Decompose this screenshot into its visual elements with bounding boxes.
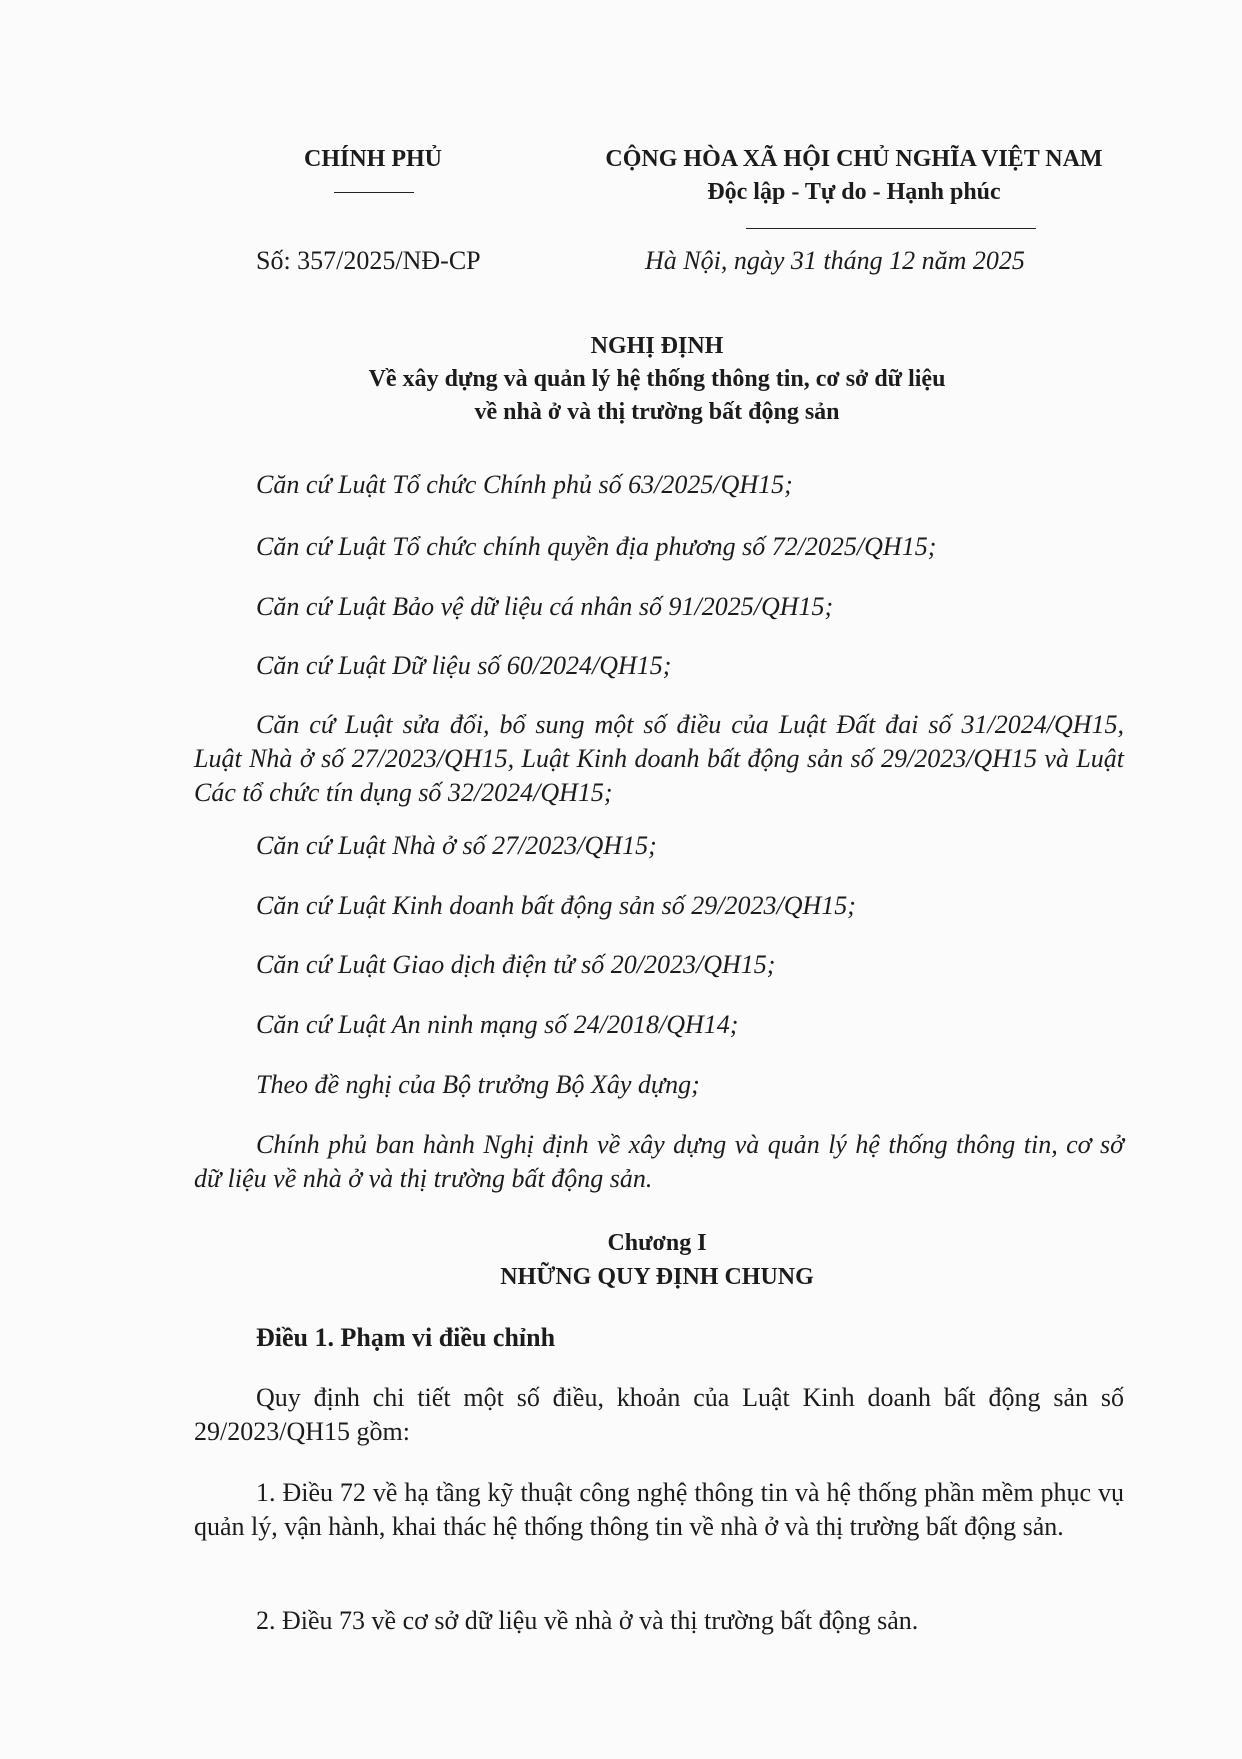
nation-name: CỘNG HÒA XÃ HỘI CHỦ NGHĨA VIỆT NAM [605,146,1103,172]
document-number: Số: 357/2025/NĐ-CP [256,246,481,275]
agency-underline [334,192,414,193]
promulgation-statement: Chính phủ ban hành Nghị định về xây dựng và quản lý hệ thống thông tin, cơ sở dữ liệu về nhà ở và thị trường bất động sản. [194,1130,1124,1193]
chapter-number: Chương I [607,1230,707,1256]
document-subject-line2: về nhà ở và thị trường bất động sản [474,399,840,425]
place-date: Hà Nội, ngày 31 tháng 12 năm 2025 [645,246,1025,275]
legal-basis: Căn cứ Luật Tổ chức chính quyền địa phương số 72/2025/QH15; [256,532,937,561]
issuing-agency: CHÍNH PHỦ [304,146,442,172]
article-item: 1. Điều 72 về hạ tầng kỹ thuật công nghệ thông tin và hệ thống phần mềm phục vụ quản lý, vận hành, khai thác hệ thống thông tin về nhà ở và thị trường bất động sản. [194,1478,1124,1541]
article-item: 2. Điều 73 về cơ sở dữ liệu về nhà ở và thị trường bất động sản. [256,1606,919,1635]
motto-underline [746,228,1036,229]
document-subject-line1: Về xây dựng và quản lý hệ thống thông tin, cơ sở dữ liệu [368,366,946,392]
legal-basis: Căn cứ Luật Giao dịch điện tử số 20/2023/QH15; [256,950,776,979]
legal-basis: Căn cứ Luật An ninh mạng số 24/2018/QH14; [256,1010,739,1039]
legal-basis: Căn cứ Luật Tổ chức Chính phủ số 63/2025/QH15; [256,470,793,499]
proposal-basis: Theo đề nghị của Bộ trưởng Bộ Xây dựng; [256,1070,700,1099]
document-type: NGHỊ ĐỊNH [590,333,724,359]
legal-basis: Căn cứ Luật Nhà ở số 27/2023/QH15; [256,831,657,860]
article-heading: Điều 1. Phạm vi điều chỉnh [256,1323,556,1352]
national-motto: Độc lập - Tự do - Hạnh phúc [707,179,1001,205]
article-intro: Quy định chi tiết một số điều, khoản của Luật Kinh doanh bất động sản số 29/2023/QH15 gồm: [194,1383,1124,1446]
legal-basis: Căn cứ Luật Dữ liệu số 60/2024/QH15; [256,651,672,680]
legal-basis-amending-law: Căn cứ Luật sửa đổi, bổ sung một số điều của Luật Đất đai số 31/2024/QH15, Luật Nhà ở số 27/2023/QH15, Luật Kinh doanh bất động sản số 29/2023/QH15 và Luật Các tổ chức tín dụng số 32/2024/QH15; [194,710,1124,807]
legal-basis: Căn cứ Luật Kinh doanh bất động sản số 29/2023/QH15; [256,891,856,920]
legal-basis: Căn cứ Luật Bảo vệ dữ liệu cá nhân số 91/2025/QH15; [256,592,834,621]
chapter-title: NHỮNG QUY ĐỊNH CHUNG [500,1264,814,1290]
